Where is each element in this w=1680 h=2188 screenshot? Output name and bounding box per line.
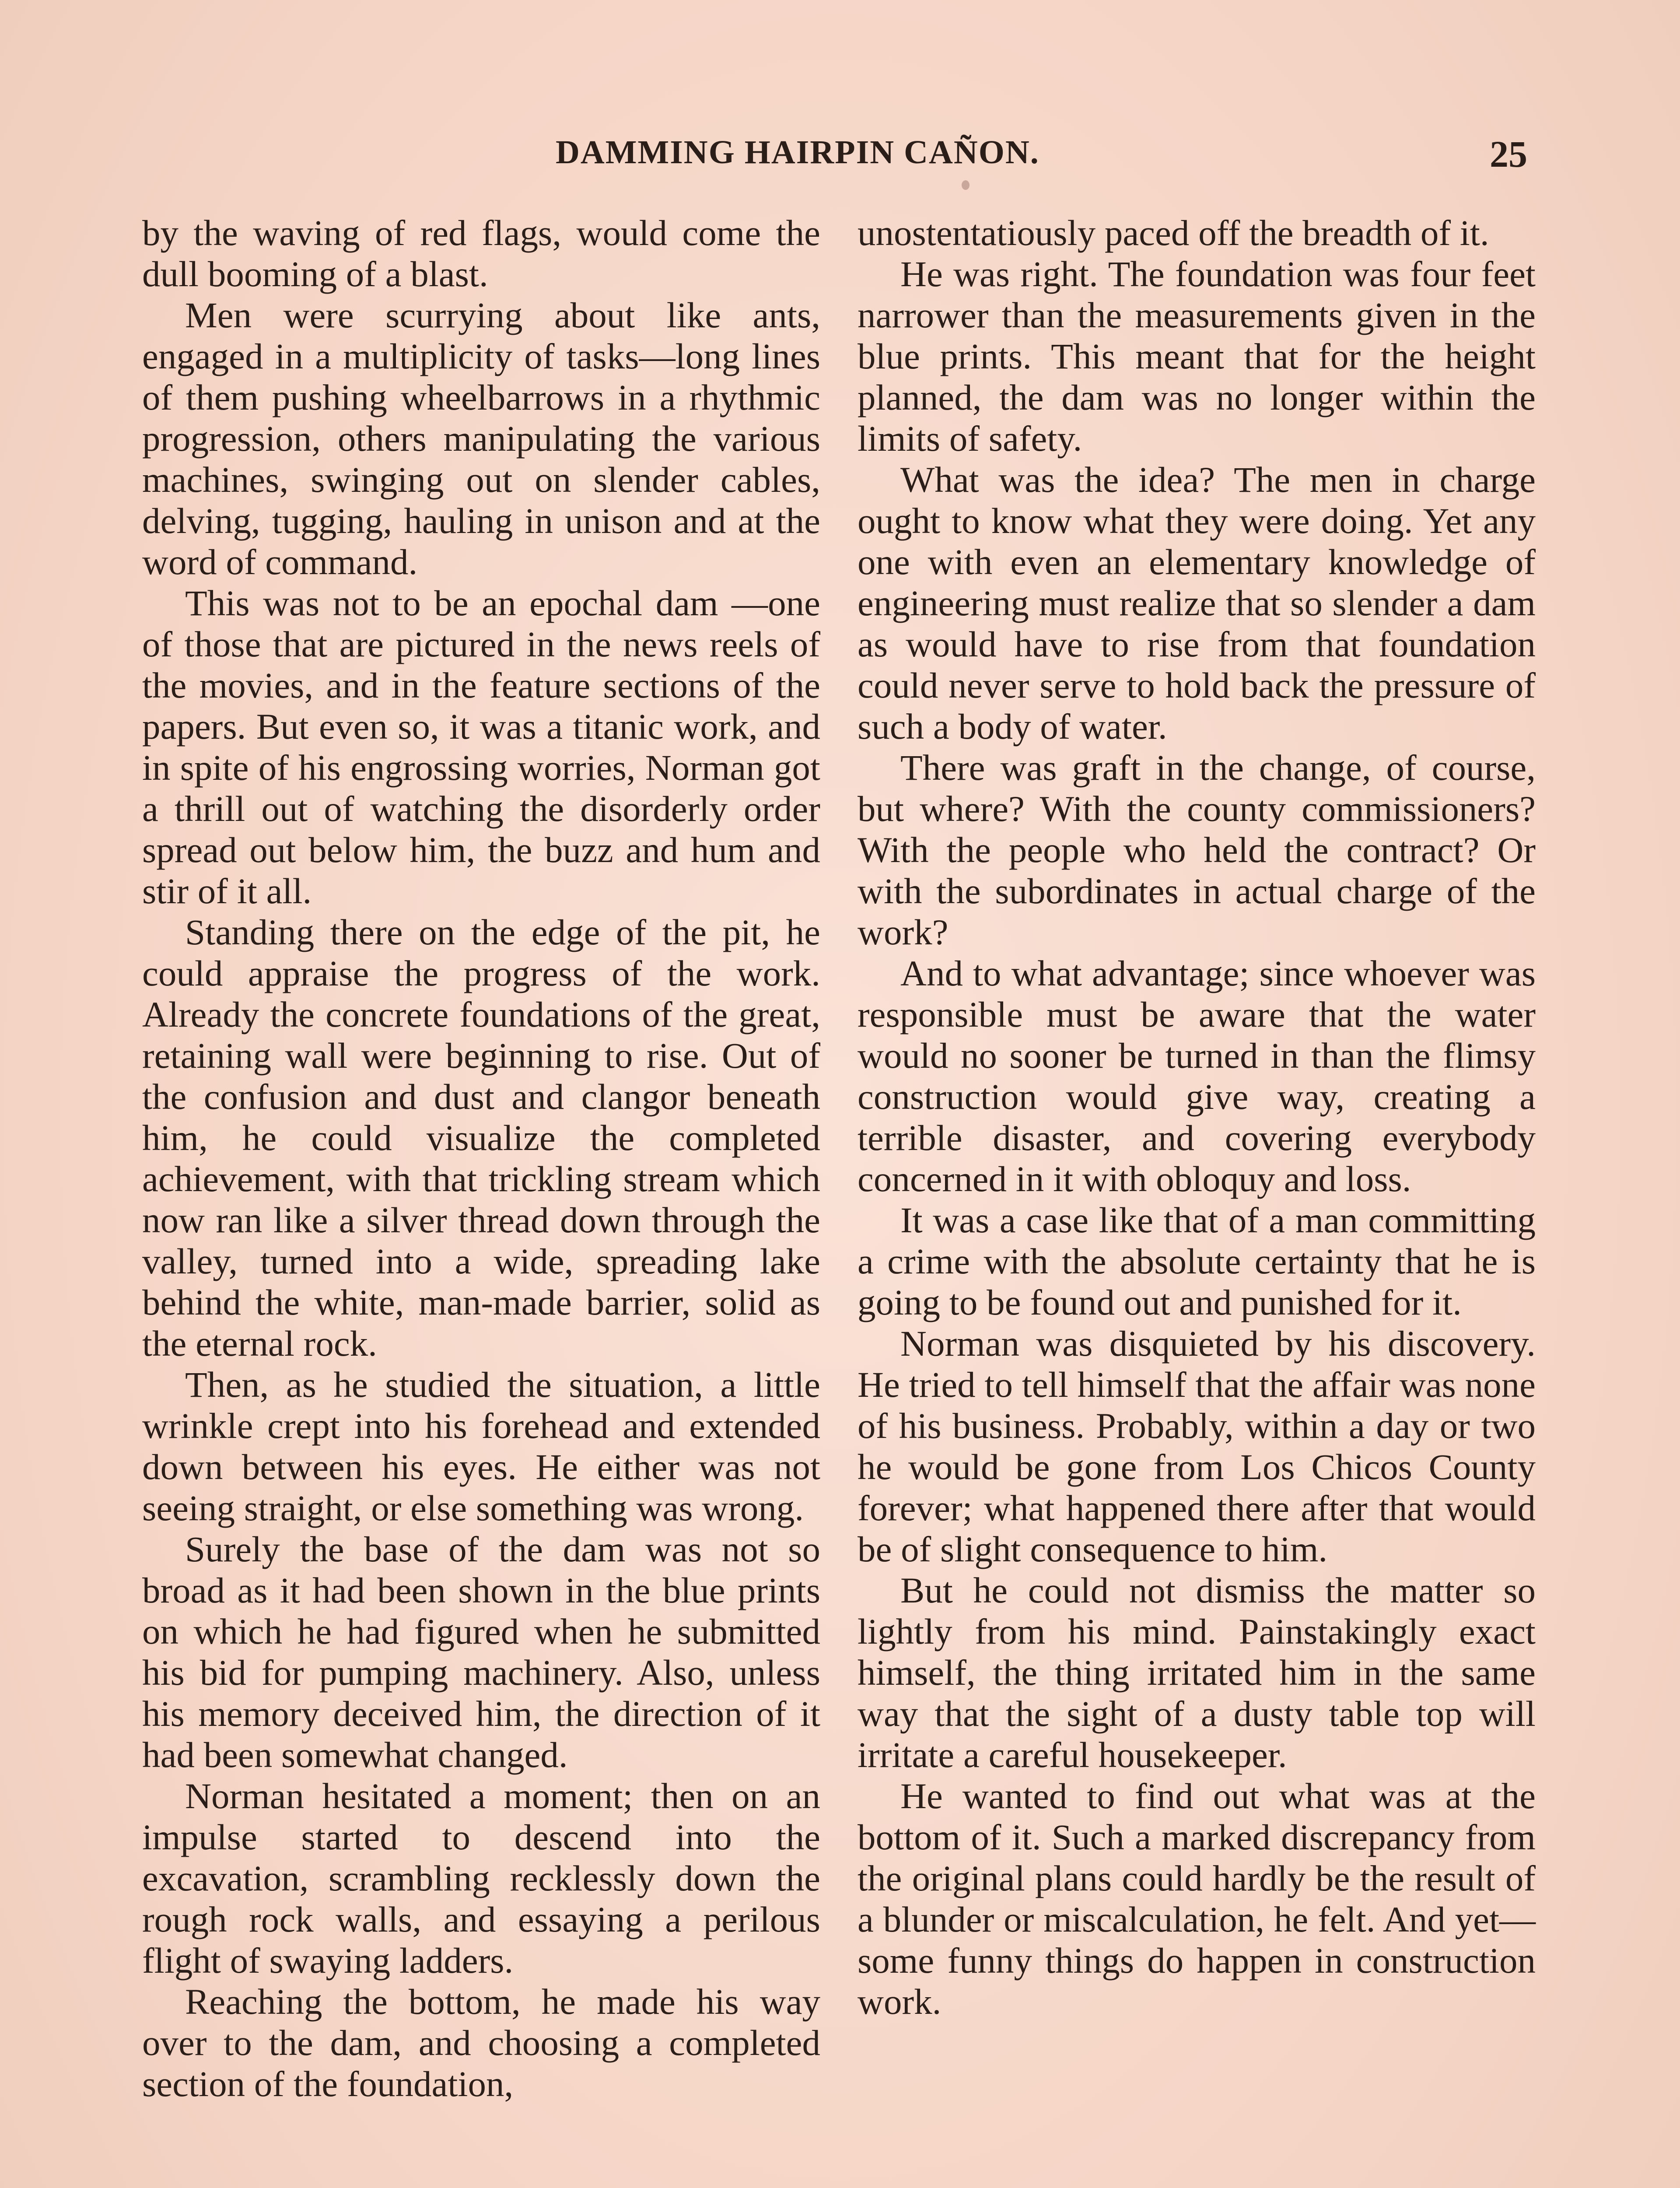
paragraph: Norman was disquieted by his discovery. He tried to tell himself that the affair was none of his business. Probably, within a day or two he would be gone from Los Chicos County forever; what happened there after that would be of slight consequence to him. bbox=[858, 1323, 1536, 1569]
paragraph: Then, as he studied the situation, a little wrinkle crept into his forehead and extended down between his eyes. He either was not seeing straight, or else something was wrong. bbox=[142, 1364, 820, 1528]
paragraph: unostentatiously paced off the breadth of it. bbox=[858, 213, 1489, 253]
page-number: 25 bbox=[1490, 133, 1527, 175]
paragraph: But he could not dismiss the matter so lightly from his mind. Painstakingly exact himself, the thing irritated him in the same way that the sight of a dusty table top will irritate a careful housekeeper. bbox=[858, 1570, 1536, 1775]
paragraph: There was graft in the change, of course, but where? With the county commissioners? With the people who held the contract? Or with the subordinates in actual charge of the work? bbox=[858, 747, 1536, 952]
right-column bbox=[858, 212, 1536, 2022]
paper-speck bbox=[962, 180, 970, 190]
paragraph: by the waving of red flags, would come the dull booming of a blast. bbox=[142, 213, 820, 294]
paragraph: Standing there on the edge of the pit, he could appraise the progress of the work. Already the concrete foundations of the great, retaining wall were beginning to rise. Out of the confusion and dust and clangor beneath him, he could visualize the completed achievement, with that trickling stream which now ran like a silver thread down through the valley, turned into a wide, spreading lake behind the white, man-made barrier, solid as the eternal rock. bbox=[142, 912, 820, 1364]
paragraph: He was right. The foundation was four feet narrower than the measurements given in the blue prints. This meant that for the height planned, the dam was no longer within the limits of safety. bbox=[858, 254, 1536, 459]
left-column bbox=[142, 212, 820, 2104]
paragraph: Norman hesitated a moment; then on an impulse started to descend into the excavation, scrambling recklessly down the rough rock walls, and essaying a perilous flight of swaying ladders. bbox=[142, 1776, 820, 1981]
running-title: DAMMING HAIRPIN CAÑON. bbox=[556, 134, 1040, 171]
paragraph: This was not to be an epochal dam —one of those that are pictured in the news reels of the movies, and in the feature sections of the papers. But even so, it was a titanic work, and in spite of his engrossing worries, Norman got a thrill out of watching the disorderly order spread out below him, the buzz and hum and stir of it all. bbox=[142, 583, 820, 911]
paragraph: Surely the base of the dam was not so broad as it had been shown in the blue prints on which he had figured when he submitted his bid for pumping machinery. Also, unless his memory deceived him, the direction of it had been somewhat changed. bbox=[142, 1529, 820, 1775]
paragraph: Men were scurrying about like ants, engaged in a multiplicity of tasks—long lines of them pushing wheelbarrows in a rhythmic progression, others manipulating the various machines, swinging out on slender cables, delving, tugging, hauling in unison and at the word of command. bbox=[142, 295, 820, 582]
paragraph: And to what advantage; since whoever was responsible must be aware that the water would no sooner be turned in than the flimsy construction would give way, creating a terrible disaster, and covering everybody concerned in it with obloquy and loss. bbox=[858, 953, 1536, 1199]
paragraph: Reaching the bottom, he made his way over to the dam, and choosing a completed section of the foundation, bbox=[142, 1981, 820, 2104]
paragraph: He wanted to find out what was at the bottom of it. Such a marked discrepancy from the original plans could hardly be the result of a blunder or miscalculation, he felt. And yet—some funny things do happen in construction work. bbox=[858, 1776, 1536, 2022]
paragraph: It was a case like that of a man committing a crime with the absolute certainty that he is going to be found out and punished for it. bbox=[858, 1200, 1536, 1322]
paragraph: What was the idea? The men in charge ought to know what they were doing. Yet any one with even an elementary knowledge of engineering must realize that so slender a dam as would have to rise from that foundation could never serve to hold back the pressure of such a body of water. bbox=[858, 459, 1536, 747]
